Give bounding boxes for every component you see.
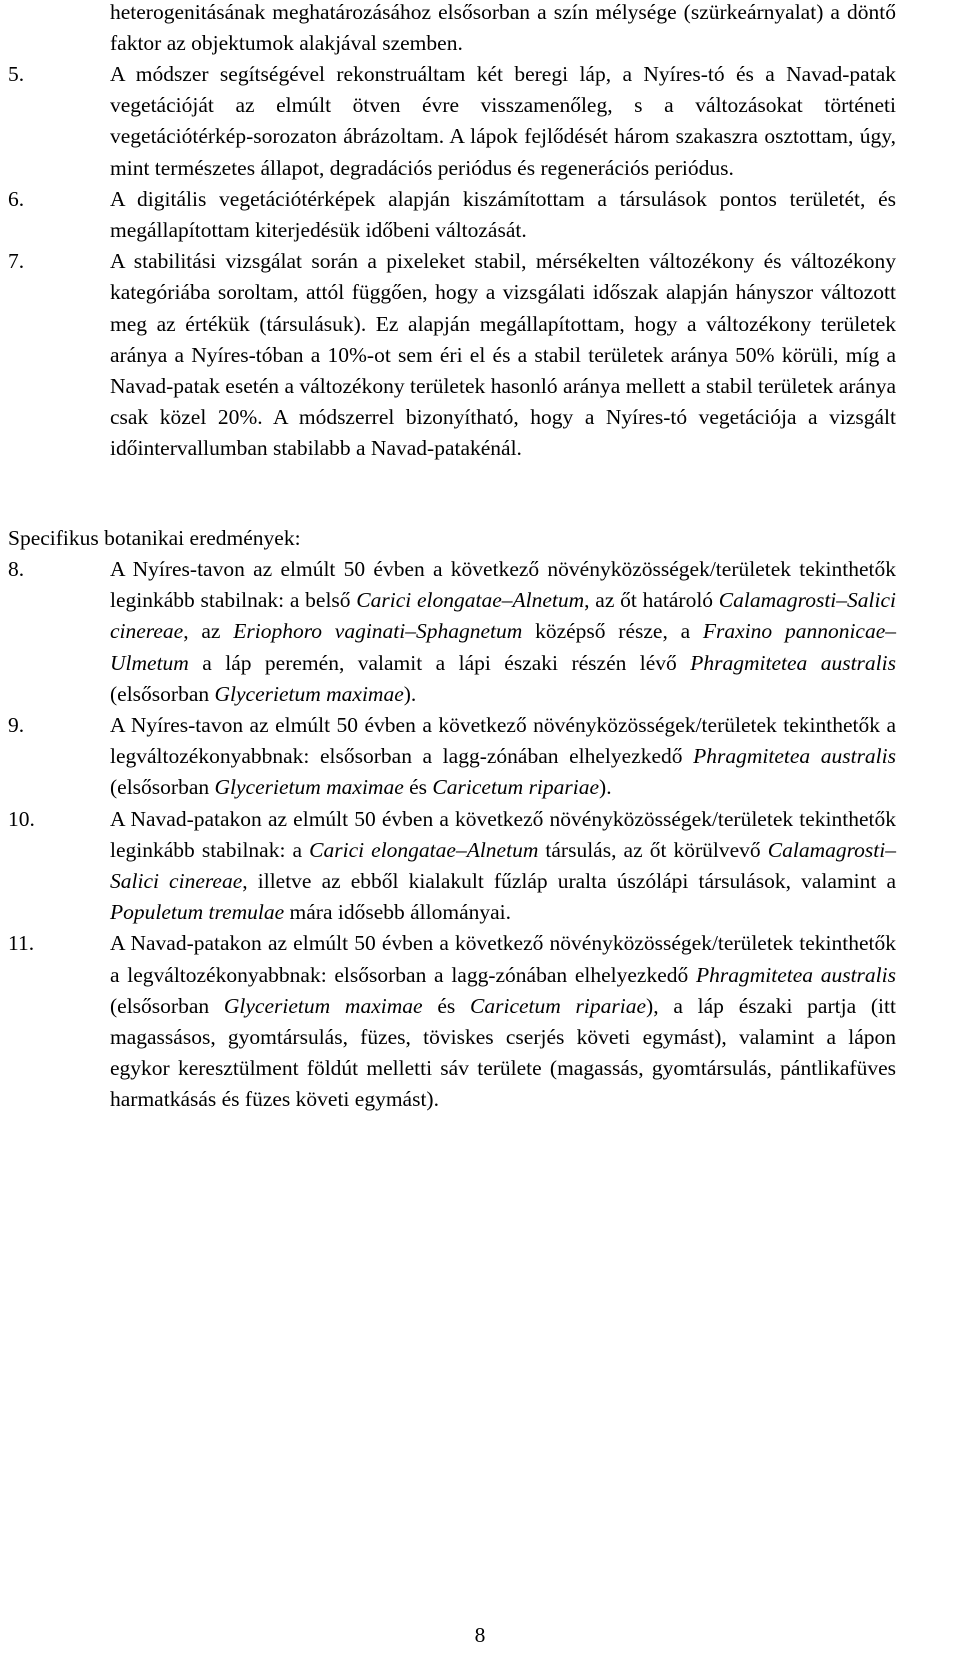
intro-text: heterogenitásának meghatározásához elsősorban a szín mélysége (szürkeárnyalat) a döntő faktor az objektumok alakjával szemben. (110, 0, 896, 56)
taxon-name: Phragmitetea australis (693, 744, 896, 769)
intro-block (0, 0, 960, 59)
text-run: társulás, az őt körülvevő (538, 837, 768, 862)
item-number: 6. (8, 186, 25, 211)
item-text (110, 554, 896, 710)
text-run: A Navad-patakon az elmúlt 50 évben a következő növényközösségek/területek tekinthetők leginkább stabilnak: a (110, 806, 896, 862)
item-number: 10. (8, 806, 35, 831)
list-item (0, 246, 960, 464)
text-run: ). (599, 775, 612, 800)
section-heading: Specifikus botanikai eredmények: (8, 526, 301, 550)
item-text: A módszer segítségével rekonstruáltam két beregi láp, a Nyíres-tó és a Navad-patak vegetációját az elmúlt ötven évre visszamenőleg, s a változásokat történeti vegetációtérkép-sorozaton ábrázoltam. A lápok fejlődését három szakaszra osztottam, úgy, mint természetes állapot, degradációs periódus és regenerációs periódus. (110, 62, 896, 180)
item-text (110, 710, 896, 804)
text-run: (elsősorban (110, 775, 215, 800)
taxon-name: Eriophoro vaginati–Sphagnetum (233, 619, 523, 644)
taxon-name: Glycerietum maximae (223, 993, 423, 1018)
list-item (0, 554, 960, 710)
taxon-name: Glycerietum maximae (214, 775, 404, 800)
list-item (0, 804, 960, 929)
taxon-name: Phragmitetea australis (690, 650, 896, 675)
text-run: mára idősebb állományai. (284, 900, 512, 925)
taxon-name: Phragmitetea australis (695, 962, 896, 987)
item-text (110, 804, 896, 929)
item-number: 9. (8, 713, 25, 738)
taxon-name: Caricetum ripariae (432, 775, 600, 800)
general-results-list (0, 59, 960, 465)
list-item (0, 928, 960, 1115)
item-text (110, 928, 896, 1115)
taxon-name: Calamagrosti–Salici cinereae (110, 588, 896, 644)
taxon-name: Caricetum ripariae (470, 993, 647, 1018)
text-run: A Navad-patakon az elmúlt 50 évben a következő növényközösségek/területek tekinthetők a legváltozékonyabbnak: elsősorban a lagg-zónában elhelyezkedő (110, 931, 896, 987)
taxon-name: Calamagrosti–Salici cinereae (110, 837, 896, 894)
item-number: 7. (8, 249, 25, 274)
item-number: 8. (8, 557, 25, 581)
page-number: 8 (474, 1623, 486, 1647)
item-number: 5. (8, 62, 25, 86)
text-run: , az (183, 619, 234, 644)
taxon-name: Carici elongatae–Alnetum (309, 837, 539, 862)
text-run: (elsősorban (110, 993, 224, 1018)
text-run: A Nyíres-tavon az elmúlt 50 évben a következő növényközösségek/területek tekinthetők leginkább stabilnak: a belső (110, 557, 896, 613)
taxon-name: Glycerietum maximae (214, 681, 404, 706)
botanical-results-list (0, 554, 960, 1116)
taxon-name: Populetum tremulae (110, 900, 285, 925)
taxon-name: Fraxino pannonicae–Ulmetum (110, 619, 896, 675)
list-item (0, 59, 960, 184)
text-run: (elsősorban (110, 681, 215, 706)
text-run: a láp peremén, valamit a lápi északi részén lévő (188, 650, 691, 675)
text-run: , az őt határoló (584, 588, 719, 613)
text-run: ). (403, 681, 417, 706)
item-number: 11. (8, 931, 35, 956)
item-text: A stabilitási vizsgálat során a pixeleket stabil, mérsékelten változékony és változékony kategóriába soroltam, attól függően, hogy a vizsgálati időszak alapján hányszor változott meg az értékük (társulásuk). Ez alapján megállapítottam, hogy a változékony területek aránya a Nyíres-tóban a 10%-ot sem éri el és a stabil területek aránya 50% körüli, míg a Navad-patak esetén a változékony területek hasonló aránya mellett a stabil területek aránya csak közel 20%. A módszerrel bizonyítható, hogy a Nyíres-tó vegetációja a vizsgált időintervallumban stabilabb a Navad-patakénál. (110, 249, 896, 461)
text-run: , illetve az ebből kialakult fűzláp uralta úszólápi társulások, valamint a (242, 869, 896, 894)
item-text: A digitális vegetációtérképek alapján kiszámítottam a társulások pontos területét, és megállapítottam kiterjedésük időbeni változását. (110, 186, 896, 243)
text-run: és (422, 993, 471, 1018)
list-item (0, 710, 960, 804)
taxon-name: Carici elongatae–Alnetum (356, 588, 585, 613)
text-run: és (403, 775, 433, 800)
list-item (0, 184, 960, 246)
text-run: középső része, a (522, 619, 703, 644)
text-run: A Nyíres-tavon az elmúlt 50 évben a következő növényközösségek/területek tekinthetők a legváltozékonyabbnak: elsősorban a lagg-zónában elhelyezkedő (110, 713, 896, 769)
text-run: ), a láp északi partja (itt magassásos, gyomtársulás, füzes, töviskes cserjés követi egymást), valamint a lápon egykor keresztülment földút melletti sáv területe (magassás, gyomtársulás, pántlikafüves harmatkásás és füzes követi egymást). (110, 993, 896, 1112)
